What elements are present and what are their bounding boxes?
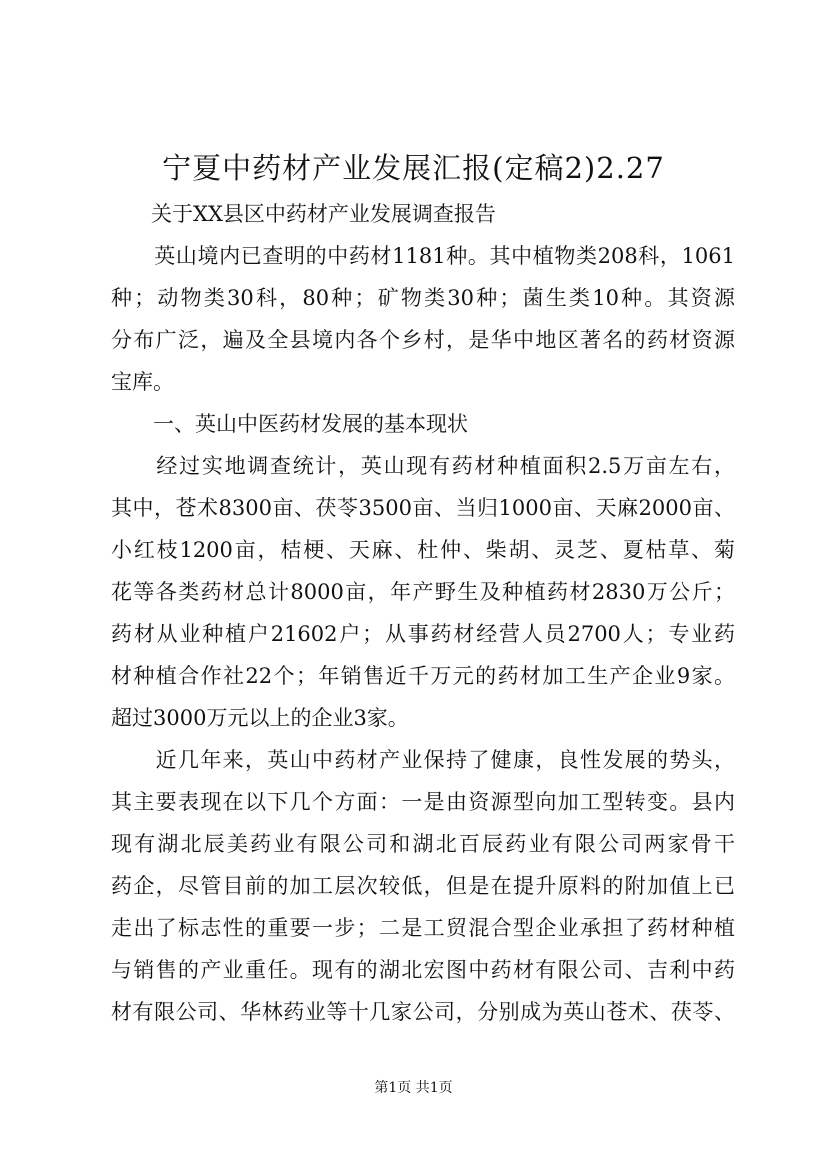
text-line: 材种植合作社22个；年销售近千万元的药材加工生产企业9家。 [111, 664, 735, 688]
text-line: 花等各类药材总计8000亩，年产野生及种植药材2830万公斤； [111, 580, 735, 604]
report-subtitle: 关于XX县区中药材产业发展调查报告 [151, 202, 496, 226]
text-line: 与销售的产业重任。现有的湖北宏图中药材有限公司、吉利中药 [111, 958, 735, 982]
text-line: 现有湖北辰美药业有限公司和湖北百辰药业有限公司两家骨干 [111, 832, 735, 856]
text-line: 药材从业种植户21602户；从事药材经营人员2700人；专业药 [111, 622, 735, 646]
text-line: 宝库。 [111, 370, 174, 394]
text-line: 小红枝1200亩，桔梗、天麻、杜仲、柴胡、灵芝、夏枯草、菊 [111, 538, 735, 562]
text-line: 材有限公司、华林药业等十几家公司，分别成为英山苍术、茯苓、 [111, 1000, 735, 1024]
text-line: 超过3000万元以上的企业3家。 [111, 706, 409, 730]
text-line: 其主要表现在以下几个方面：一是由资源型向加工型转变。县内 [111, 790, 735, 814]
text-line: 其中，苍术8300亩、茯苓3500亩、当归1000亩、天麻2000亩、 [111, 496, 735, 520]
text-line: 走出了标志性的重要一步；二是工贸混合型企业承担了药材种植 [111, 916, 735, 940]
text-line: 英山境内已查明的中药材1181种。其中植物类208科，1061 [111, 244, 735, 268]
text-line: 近几年来，英山中药材产业保持了健康，良性发展的势头， [111, 748, 735, 772]
page-number-footer: 第1页 共1页 [374, 1080, 453, 1096]
document-title: 宁夏中药材产业发展汇报(定稿2)2.27 [162, 151, 665, 185]
section-heading: 一、英山中医药材发展的基本现状 [111, 412, 468, 436]
text-line: 种；动物类30科，80种；矿物类30种；菌生类10种。其资源 [111, 286, 735, 310]
text-line: 经过实地调查统计，英山现有药材种植面积2.5万亩左右， [111, 454, 735, 478]
text-line: 药企，尽管目前的加工层次较低，但是在提升原料的附加值上已 [111, 874, 735, 898]
text-line: 分布广泛，遍及全县境内各个乡村，是华中地区著名的药材资源 [111, 328, 735, 352]
